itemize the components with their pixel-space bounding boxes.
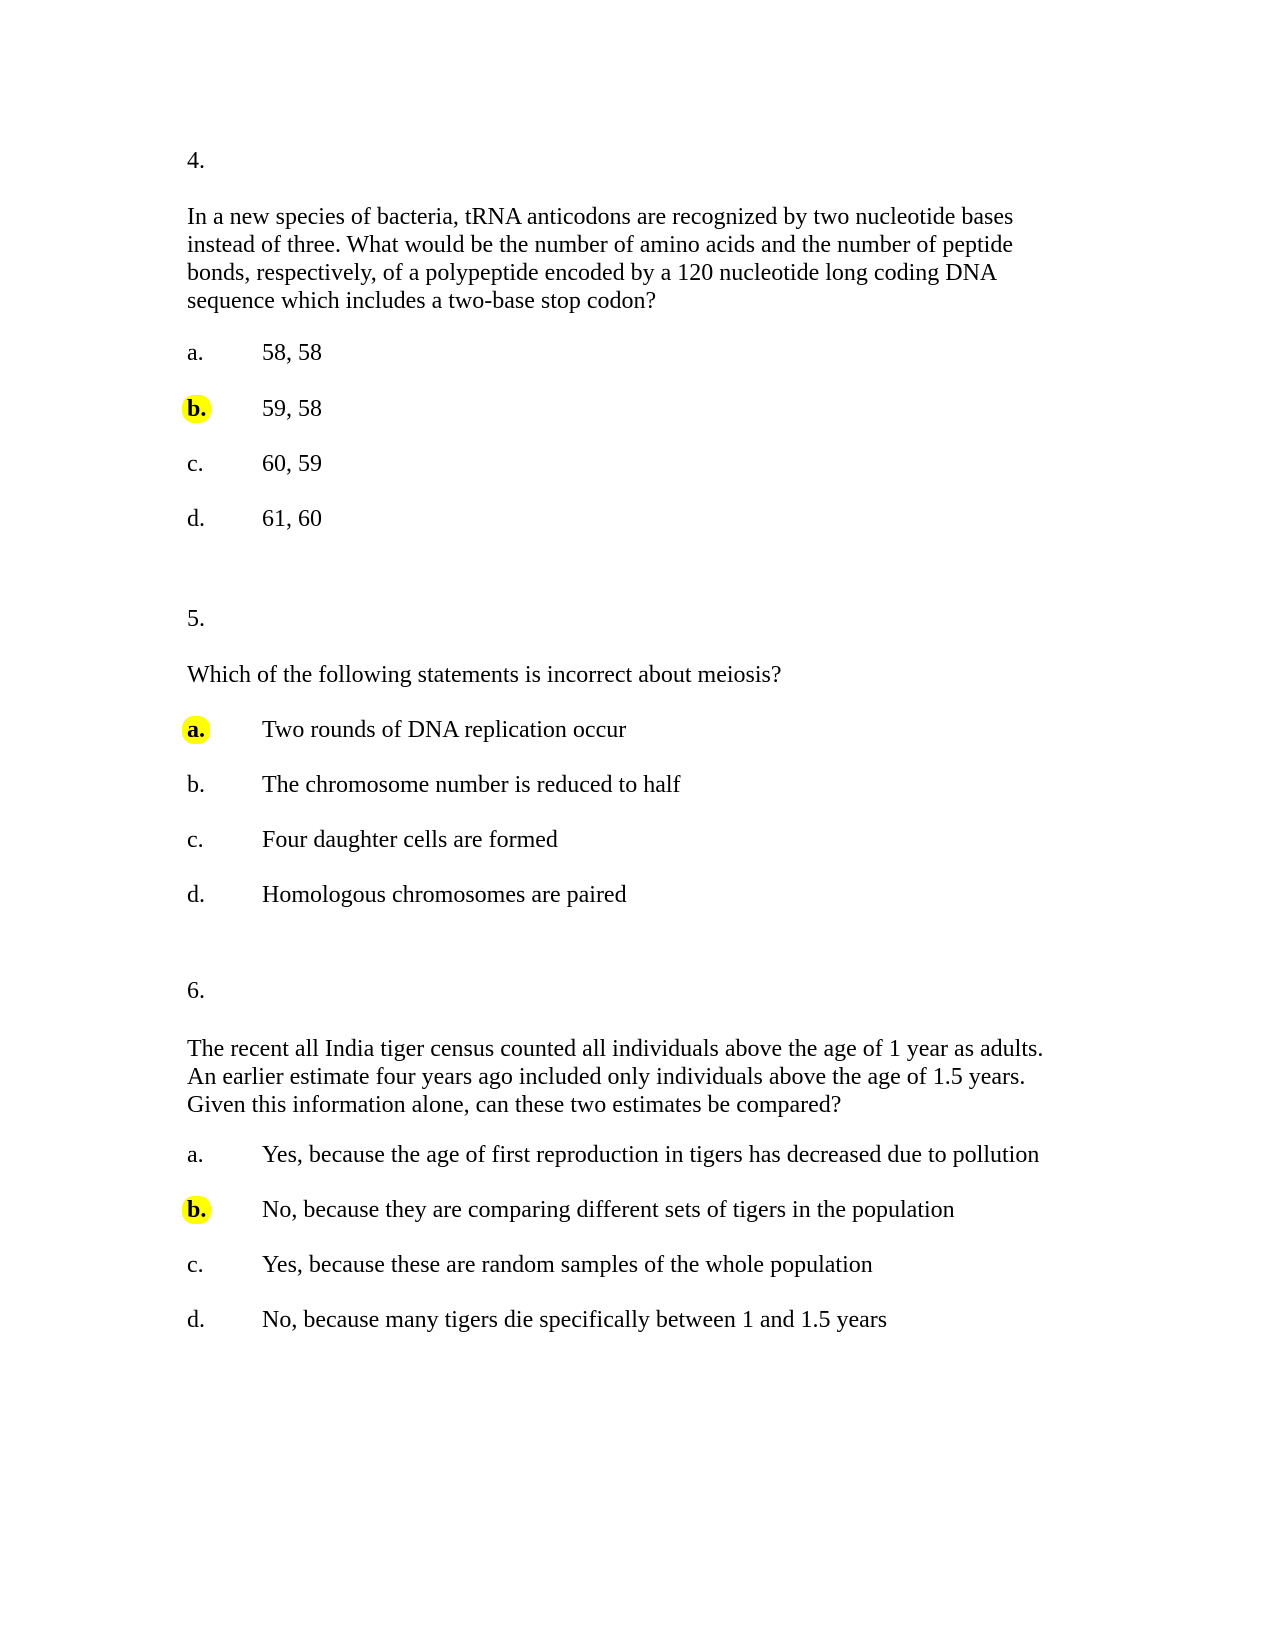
option-text: 61, 60 xyxy=(262,506,322,532)
option-text: Homologous chromosomes are paired xyxy=(262,882,627,908)
option-text: Two rounds of DNA replication occur xyxy=(262,717,627,743)
option-letter: d. xyxy=(187,506,205,532)
option-text: The chromosome number is reduced to half xyxy=(262,772,681,798)
question-stem: Which of the following statements is incorrect about meiosis? xyxy=(187,662,782,688)
option-letter: a. xyxy=(187,1142,204,1168)
option-text: Four daughter cells are formed xyxy=(262,827,558,853)
option-letter: c. xyxy=(187,1252,204,1278)
question-stem: The recent all India tiger census counted all individuals above the age of 1 year as adults. An earlier estimate four years ago included only individuals above the age of 1.5 years. Given this information alone, can these two estimates be compared? xyxy=(187,1036,1044,1118)
highlighted-answer-letter: b. xyxy=(187,395,227,423)
question-number: 6. xyxy=(187,978,205,1004)
option-letter: d. xyxy=(187,1307,205,1333)
option-letter: b. xyxy=(187,772,205,798)
option-text: 58, 58 xyxy=(262,340,322,366)
question-stem: In a new species of bacteria, tRNA anticodons are recognized by two nucleotide bases instead of three. What would be the number of amino acids and the number of peptide bonds, respectively, of a polypeptide encoded by a 120 nucleotide long coding DNA sequence which includes a two-base stop codon? xyxy=(187,204,1014,314)
option-text: 60, 59 xyxy=(262,451,322,477)
highlighted-answer-letter: b. xyxy=(187,1196,227,1224)
option-text: No, because they are comparing different sets of tigers in the population xyxy=(262,1197,955,1223)
option-text: 59, 58 xyxy=(262,396,322,422)
option-letter: d. xyxy=(187,882,205,908)
option-letter: c. xyxy=(187,451,204,477)
question-number: 4. xyxy=(187,148,205,174)
question-number: 5. xyxy=(187,606,205,632)
option-letter: c. xyxy=(187,827,204,853)
highlighted-answer-letter: a. xyxy=(187,716,227,744)
option-text: Yes, because the age of first reproduction in tigers has decreased due to pollution xyxy=(262,1142,1040,1168)
option-letter: a. xyxy=(187,340,204,366)
option-text: No, because many tigers die specifically between 1 and 1.5 years xyxy=(262,1307,888,1333)
option-text: Yes, because these are random samples of the whole population xyxy=(262,1252,873,1278)
